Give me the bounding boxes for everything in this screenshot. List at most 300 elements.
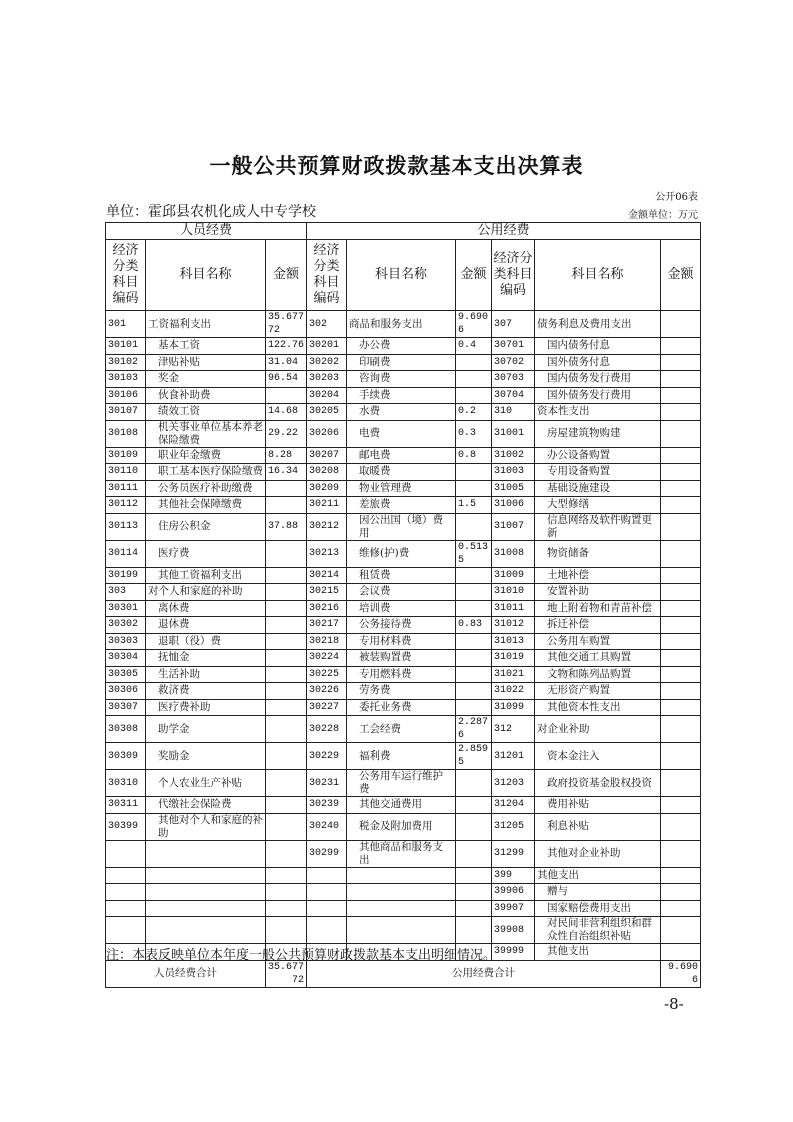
code-cell: 31006 [492, 497, 535, 514]
table-row [106, 540, 701, 567]
item-name-cell: 会议费 [347, 584, 456, 601]
code-cell [307, 867, 347, 884]
item-name-cell: 住房公积金 [146, 513, 266, 540]
code-cell: 30227 [307, 699, 347, 716]
code-cell: 30702 [492, 354, 535, 371]
code-cell: 31203 [492, 770, 535, 797]
header-amount: 金额 [266, 240, 307, 311]
public-total-label: 公用经费合计 [307, 960, 661, 987]
code-cell: 30301 [106, 600, 146, 617]
item-name-cell: 安置补助 [535, 584, 661, 601]
code-cell: 30309 [106, 743, 146, 770]
amount-cell [661, 743, 701, 770]
item-name-cell [347, 884, 456, 901]
code-cell [106, 840, 146, 867]
code-cell: 31007 [492, 513, 535, 540]
amount-cell [266, 770, 307, 797]
item-name-cell: 印刷费 [347, 354, 456, 371]
personnel-total-amount: 35.67772 [266, 960, 307, 987]
table-row [106, 666, 701, 683]
amount-cell [661, 917, 701, 944]
table-row [106, 464, 701, 481]
table-row [106, 699, 701, 716]
item-name-cell: 拆迁补偿 [535, 617, 661, 634]
item-name-cell: 机关事业单位基本养老保险缴费 [146, 420, 266, 447]
amount-cell [661, 716, 701, 743]
amount-cell: 0.83 [456, 617, 492, 634]
header-code: 经济分类科目编码 [106, 240, 146, 311]
item-name-cell: 个人农业生产补贴 [146, 770, 266, 797]
table-row [106, 900, 701, 917]
header-row-columns [106, 240, 701, 311]
code-cell: 303 [106, 584, 146, 601]
amount-cell [661, 600, 701, 617]
amount-cell [661, 464, 701, 481]
amount-cell [266, 600, 307, 617]
item-name-cell: 费用补贴 [535, 797, 661, 814]
table-row [106, 311, 701, 338]
item-name-cell: 对个人和家庭的补助 [146, 584, 266, 601]
expenditure-table [105, 222, 701, 988]
item-name-cell: 资本金注入 [535, 743, 661, 770]
item-name-cell: 办公费 [347, 338, 456, 355]
code-cell: 30305 [106, 666, 146, 683]
header-name: 科目名称 [146, 240, 266, 311]
item-name-cell: 无形资产购置 [535, 683, 661, 700]
amount-cell [661, 540, 701, 567]
amount-cell [456, 770, 492, 797]
code-cell: 31002 [492, 447, 535, 464]
item-name-cell: 物业管理费 [347, 480, 456, 497]
amount-cell [266, 813, 307, 840]
table-row [106, 354, 701, 371]
item-name-cell: 抚恤金 [146, 650, 266, 667]
item-name-cell: 国外债务付息 [535, 354, 661, 371]
item-name-cell: 对企业补助 [535, 716, 661, 743]
code-cell: 30205 [307, 404, 347, 421]
amount-cell [661, 650, 701, 667]
code-cell: 39907 [492, 900, 535, 917]
header-amount: 金额 [456, 240, 492, 311]
amount-cell: 122.76 [266, 338, 307, 355]
item-name-cell: 大型修缮 [535, 497, 661, 514]
code-cell: 31010 [492, 584, 535, 601]
amount-cell [456, 464, 492, 481]
item-name-cell: 利息补贴 [535, 813, 661, 840]
item-name-cell: 对民间非营利组织和群众性自治组织补贴 [535, 917, 661, 944]
amount-cell [266, 683, 307, 700]
item-name-cell: 其他对个人和家庭的补助 [146, 813, 266, 840]
amount-cell [661, 633, 701, 650]
amount-cell [661, 840, 701, 867]
code-cell: 30213 [307, 540, 347, 567]
item-name-cell: 文物和陈列品购置 [535, 666, 661, 683]
item-name-cell: 医疗费补助 [146, 699, 266, 716]
item-name-cell: 国家赔偿费用支出 [535, 900, 661, 917]
code-cell [307, 917, 347, 944]
amount-cell [661, 513, 701, 540]
item-name-cell: 信息网络及软件购置更新 [535, 513, 661, 540]
item-name-cell: 债务利息及费用支出 [535, 311, 661, 338]
header-row-groups [106, 223, 701, 240]
amount-cell [661, 447, 701, 464]
code-cell: 30229 [307, 743, 347, 770]
table-row [106, 404, 701, 421]
item-name-cell [347, 867, 456, 884]
item-name-cell: 邮电费 [347, 447, 456, 464]
table-row [106, 797, 701, 814]
table-row [106, 683, 701, 700]
code-cell: 30109 [106, 447, 146, 464]
code-cell: 30224 [307, 650, 347, 667]
code-cell: 312 [492, 716, 535, 743]
amount-cell: 16.34 [266, 464, 307, 481]
amount-cell [661, 617, 701, 634]
item-name-cell: 基础设施建设 [535, 480, 661, 497]
table-row [106, 420, 701, 447]
code-cell: 39999 [492, 944, 535, 961]
table-row [106, 513, 701, 540]
code-cell: 310 [492, 404, 535, 421]
item-name-cell: 其他支出 [535, 944, 661, 961]
code-cell: 30107 [106, 404, 146, 421]
item-name-cell [146, 867, 266, 884]
item-name-cell: 地上附着物和青苗补偿 [535, 600, 661, 617]
code-cell: 399 [492, 867, 535, 884]
amount-cell [661, 371, 701, 388]
amount-cell [456, 633, 492, 650]
code-cell: 302 [307, 311, 347, 338]
amount-cell [266, 884, 307, 901]
code-cell: 30303 [106, 633, 146, 650]
amount-cell: 0.2 [456, 404, 492, 421]
item-name-cell: 工资福利支出 [146, 311, 266, 338]
item-name-cell: 工会经费 [347, 716, 456, 743]
amount-cell [456, 917, 492, 944]
amount-cell: 9.6906 [456, 311, 492, 338]
code-cell: 30240 [307, 813, 347, 840]
amount-cell [266, 743, 307, 770]
amount-cell: 14.68 [266, 404, 307, 421]
code-cell: 30206 [307, 420, 347, 447]
amount-cell [266, 797, 307, 814]
personnel-total-label: 人员经费合计 [106, 960, 266, 987]
header-code: 经济分类科目编码 [307, 240, 347, 311]
item-name-cell [347, 900, 456, 917]
item-name-cell [146, 917, 266, 944]
amount-cell [456, 699, 492, 716]
code-cell: 30113 [106, 513, 146, 540]
item-name-cell: 退休费 [146, 617, 266, 634]
item-name-cell: 因公出国（境）费用 [347, 513, 456, 540]
item-name-cell: 咨询费 [347, 371, 456, 388]
amount-cell [266, 540, 307, 567]
item-name-cell: 水费 [347, 404, 456, 421]
code-cell: 30103 [106, 371, 146, 388]
item-name-cell: 电费 [347, 420, 456, 447]
amount-cell [661, 699, 701, 716]
amount-cell: 2.8595 [456, 743, 492, 770]
table-row [106, 497, 701, 514]
code-cell: 30208 [307, 464, 347, 481]
amount-cell: 1.5 [456, 497, 492, 514]
code-cell: 30203 [307, 371, 347, 388]
amount-cell: 0.5135 [456, 540, 492, 567]
code-cell [106, 867, 146, 884]
amount-cell [456, 513, 492, 540]
item-name-cell: 助学金 [146, 716, 266, 743]
item-name-cell: 专用材料费 [347, 633, 456, 650]
amount-cell [456, 884, 492, 901]
code-cell: 30304 [106, 650, 146, 667]
code-cell: 30310 [106, 770, 146, 797]
item-name-cell: 专用设备购置 [535, 464, 661, 481]
page-title: 一般公共预算财政拨款基本支出决算表 [209, 153, 584, 178]
header-name: 科目名称 [535, 240, 661, 311]
table-row [106, 770, 701, 797]
code-cell: 31012 [492, 617, 535, 634]
code-cell: 30216 [307, 600, 347, 617]
table-row [106, 867, 701, 884]
item-name-cell: 奖励金 [146, 743, 266, 770]
amount-cell [661, 884, 701, 901]
amount-cell [456, 840, 492, 867]
code-cell: 31205 [492, 813, 535, 840]
item-name-cell: 其他工资福利支出 [146, 567, 266, 584]
code-cell: 31204 [492, 797, 535, 814]
amount-cell: 8.28 [266, 447, 307, 464]
public-total-amount: 9.6906 [661, 960, 701, 987]
item-name-cell: 国内债务发行费用 [535, 371, 661, 388]
table-row [106, 917, 701, 944]
code-cell: 30399 [106, 813, 146, 840]
item-name-cell: 福利费 [347, 743, 456, 770]
code-cell: 31099 [492, 699, 535, 716]
item-name-cell: 其他支出 [535, 867, 661, 884]
amount-cell [661, 770, 701, 797]
item-name-cell: 津贴补贴 [146, 354, 266, 371]
code-cell: 31021 [492, 666, 535, 683]
item-name-cell: 职工基本医疗保险缴费 [146, 464, 266, 481]
item-name-cell: 其他交通工具购置 [535, 650, 661, 667]
amount-cell [661, 813, 701, 840]
code-cell: 39906 [492, 884, 535, 901]
item-name-cell: 职业年金缴费 [146, 447, 266, 464]
amount-cell [661, 480, 701, 497]
amount-cell [456, 600, 492, 617]
code-cell: 30202 [307, 354, 347, 371]
table-row [106, 584, 701, 601]
table-row [106, 338, 701, 355]
item-name-cell [146, 900, 266, 917]
amount-cell [661, 420, 701, 447]
amount-cell [266, 497, 307, 514]
item-name-cell: 退职（役）费 [146, 633, 266, 650]
code-cell: 31001 [492, 420, 535, 447]
code-cell: 31022 [492, 683, 535, 700]
amount-cell [456, 371, 492, 388]
code-cell: 30211 [307, 497, 347, 514]
code-cell [106, 884, 146, 901]
amount-cell [266, 666, 307, 683]
amount-cell [661, 683, 701, 700]
code-cell: 30226 [307, 683, 347, 700]
code-cell [106, 900, 146, 917]
code-cell: 31009 [492, 567, 535, 584]
table-row [106, 387, 701, 404]
item-name-cell [347, 917, 456, 944]
item-name-cell: 政府投资基金股权投资 [535, 770, 661, 797]
code-cell: 30302 [106, 617, 146, 634]
code-cell: 39908 [492, 917, 535, 944]
code-cell: 31008 [492, 540, 535, 567]
item-name-cell: 委托业务费 [347, 699, 456, 716]
code-cell: 31201 [492, 743, 535, 770]
code-cell: 30110 [106, 464, 146, 481]
item-name-cell: 其他社会保障缴费 [146, 497, 266, 514]
amount-cell [456, 480, 492, 497]
totals-row [106, 960, 701, 987]
code-cell: 31003 [492, 464, 535, 481]
header-name: 科目名称 [347, 240, 456, 311]
amount-cell [266, 900, 307, 917]
amount-cell [266, 567, 307, 584]
amount-cell [661, 944, 701, 961]
code-cell: 30703 [492, 371, 535, 388]
page-number: -8- [664, 995, 684, 1013]
code-cell: 31299 [492, 840, 535, 867]
code-cell: 30701 [492, 338, 535, 355]
amount-cell [266, 584, 307, 601]
code-cell: 31019 [492, 650, 535, 667]
item-name-cell: 国内债务付息 [535, 338, 661, 355]
header-code: 经济分类科目编码 [492, 240, 535, 311]
amount-cell [266, 650, 307, 667]
amount-cell: 29.22 [266, 420, 307, 447]
item-name-cell: 专用燃料费 [347, 666, 456, 683]
item-name-cell [146, 840, 266, 867]
amount-cell [456, 900, 492, 917]
amount-cell [266, 617, 307, 634]
code-cell: 30299 [307, 840, 347, 867]
item-name-cell: 公务接待费 [347, 617, 456, 634]
code-cell: 30307 [106, 699, 146, 716]
item-name-cell: 办公设备购置 [535, 447, 661, 464]
item-name-cell: 公务员医疗补助缴费 [146, 480, 266, 497]
item-name-cell: 其他对企业补助 [535, 840, 661, 867]
table-row [106, 633, 701, 650]
item-name-cell: 税金及附加费用 [347, 813, 456, 840]
code-cell: 30102 [106, 354, 146, 371]
amount-cell: 35.67772 [266, 311, 307, 338]
item-name-cell: 商品和服务支出 [347, 311, 456, 338]
amount-cell: 2.2876 [456, 716, 492, 743]
code-cell [307, 884, 347, 901]
item-name-cell: 房屋建筑物购建 [535, 420, 661, 447]
item-name-cell: 手续费 [347, 387, 456, 404]
form-number: 公开06表 [655, 192, 698, 203]
code-cell: 31013 [492, 633, 535, 650]
item-name-cell [146, 884, 266, 901]
table-row [106, 716, 701, 743]
money-unit: 金额单位：万元 [628, 210, 698, 221]
item-name-cell: 物资储备 [535, 540, 661, 567]
item-name-cell: 资本性支出 [535, 404, 661, 421]
code-cell: 30217 [307, 617, 347, 634]
item-name-cell: 维修(护)费 [347, 540, 456, 567]
item-name-cell: 其他交通费用 [347, 797, 456, 814]
header-amount: 金额 [661, 240, 701, 311]
amount-cell: 37.88 [266, 513, 307, 540]
item-name-cell: 赠与 [535, 884, 661, 901]
amount-cell [456, 797, 492, 814]
table-row [106, 650, 701, 667]
code-cell: 30228 [307, 716, 347, 743]
item-name-cell: 其他商品和服务支出 [347, 840, 456, 867]
amount-cell [661, 338, 701, 355]
amount-cell: 0.8 [456, 447, 492, 464]
item-name-cell: 租赁费 [347, 567, 456, 584]
code-cell: 30201 [307, 338, 347, 355]
amount-cell [661, 387, 701, 404]
header-public: 公用经费 [307, 223, 701, 240]
code-cell: 30112 [106, 497, 146, 514]
amount-cell [661, 666, 701, 683]
code-cell: 30111 [106, 480, 146, 497]
amount-cell [266, 867, 307, 884]
code-cell: 30199 [106, 567, 146, 584]
code-cell: 30214 [307, 567, 347, 584]
code-cell: 30225 [307, 666, 347, 683]
code-cell: 30218 [307, 633, 347, 650]
code-cell: 30207 [307, 447, 347, 464]
code-cell: 30231 [307, 770, 347, 797]
item-name-cell: 离休费 [146, 600, 266, 617]
amount-cell [661, 354, 701, 371]
table-row [106, 371, 701, 388]
amount-cell [661, 900, 701, 917]
item-name-cell: 被装购置费 [347, 650, 456, 667]
amount-cell [266, 716, 307, 743]
code-cell: 30306 [106, 683, 146, 700]
amount-cell [456, 666, 492, 683]
code-cell: 30204 [307, 387, 347, 404]
amount-cell [661, 497, 701, 514]
item-name-cell: 生活补助 [146, 666, 266, 683]
code-cell: 30209 [307, 480, 347, 497]
table-row [106, 480, 701, 497]
amount-cell [456, 683, 492, 700]
amount-cell [661, 311, 701, 338]
amount-cell [266, 917, 307, 944]
code-cell: 30704 [492, 387, 535, 404]
code-cell [106, 917, 146, 944]
table-row [106, 884, 701, 901]
amount-cell [456, 813, 492, 840]
code-cell: 30212 [307, 513, 347, 540]
amount-cell [661, 404, 701, 421]
amount-cell [456, 584, 492, 601]
unit-name: 单位：霍邱县农机化成人中专学校 [106, 204, 316, 220]
item-name-cell: 绩效工资 [146, 404, 266, 421]
amount-cell [661, 584, 701, 601]
amount-cell [266, 480, 307, 497]
code-cell: 30114 [106, 540, 146, 567]
item-name-cell: 其他资本性支出 [535, 699, 661, 716]
amount-cell: 96.54 [266, 371, 307, 388]
amount-cell [661, 797, 701, 814]
code-cell: 31005 [492, 480, 535, 497]
